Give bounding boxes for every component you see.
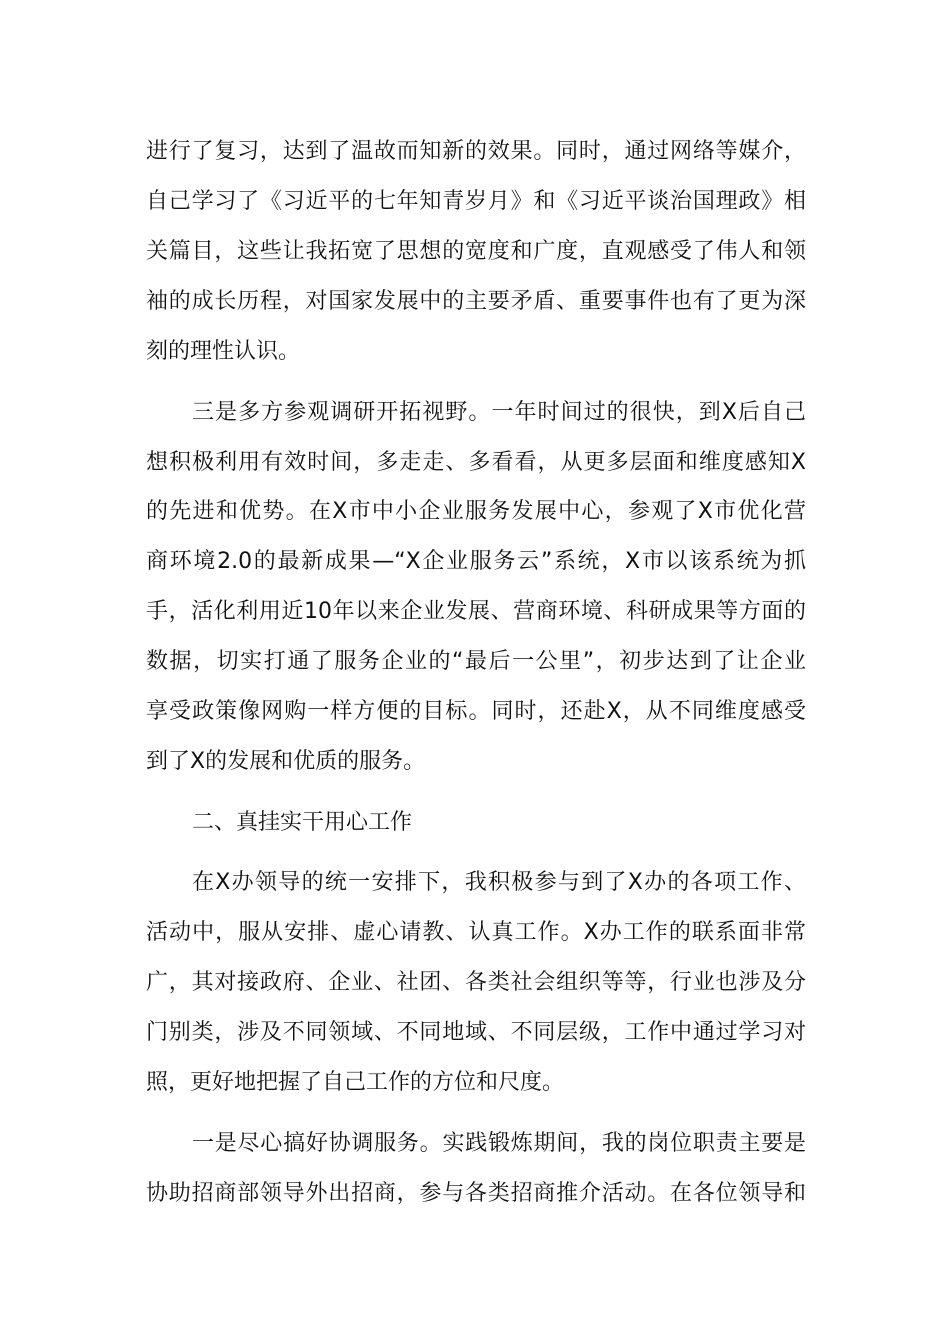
text-line: 手，活化利用近10年以来企业发展、营商环境、科研成果等方面的 (146, 599, 806, 624)
text-line: 想积极利用有效时间，多走走、多看看，从更多层面和维度感知X (146, 450, 806, 475)
text-line: 数据，切实打通了服务企业的“最后一公里”，初步达到了让企业 (146, 649, 806, 674)
text-line: 享受政策像网购一样方便的目标。同时，还赴X，从不同维度感受 (146, 699, 806, 724)
text-line: 商环境2.0的最新成果—“X企业服务云”系统，X市以该系统为抓 (146, 549, 806, 574)
text-line: 袖的成长历程，对国家发展中的主要矛盾、重要事件也有了更为深 (146, 289, 806, 314)
text-line: 到了X的发展和优质的服务。 (146, 749, 426, 774)
text-line: 自己学习了《习近平的七年知青岁月》和《习近平谈治国理政》相 (146, 189, 806, 214)
text-line: 一是尽心搞好协调服务。实践锻炼期间，我的岗位职责主要是 (192, 1131, 806, 1156)
text-line: 刻的理性认识。 (146, 339, 301, 364)
text-line: 照，更好地把握了自己工作的方位和尺度。 (146, 1070, 565, 1095)
text-line: 关篇目，这些让我拓宽了思想的宽度和广度，直观感受了伟人和领 (146, 239, 806, 264)
text-line: 广，其对接政府、企业、社团、各类社会组织等等，行业也涉及分 (146, 970, 806, 995)
text-line: 门别类，涉及不同领域、不同地域、不同层级，工作中通过学习对 (146, 1020, 806, 1045)
heading-text: 二、真挂实干用心工作 (192, 810, 413, 835)
text-line: 三是多方参观调研开拓视野。一年时间过的很快，到X后自己 (192, 400, 806, 425)
text-line: 协助招商部领导外出招商，参与各类招商推介活动。在各位领导和 (146, 1181, 806, 1206)
text-line: 进行了复习，达到了温故而知新的效果。同时，通过网络等媒介， (146, 139, 806, 164)
text-line: 在X办领导的统一安排下，我积极参与到了X办的各项工作、 (192, 870, 806, 895)
text-line: 活动中，服从安排、虚心请教、认真工作。X办工作的联系面非常 (146, 920, 806, 945)
text-line: 的先进和优势。在X市中小企业服务发展中心，参观了X市优化营 (146, 499, 806, 524)
